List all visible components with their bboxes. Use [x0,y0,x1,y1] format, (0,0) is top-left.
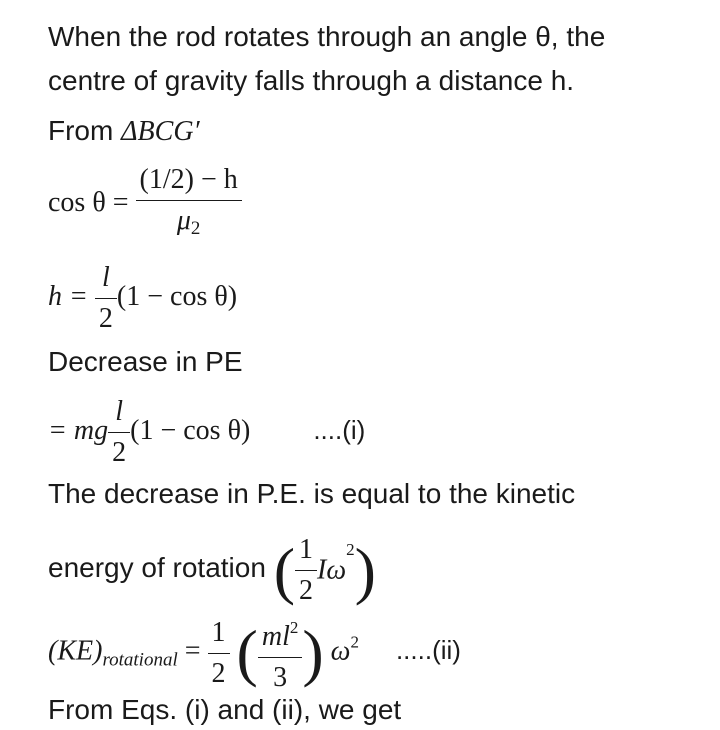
equation-cos-theta [48,160,242,249]
eq3-rhs: (1 − cos θ) [130,414,251,446]
eq4-d1: 2 [208,653,230,694]
eq4-d2: 3 [258,657,303,698]
ke-numerator: 1 [299,534,314,566]
eq4-n2: $ml^2$ [261,618,299,652]
right-paren: ) [354,534,376,606]
equation-pe [48,392,365,473]
text-ke-line-1: The decrease in P.E. is equal to the kinetic [48,478,576,509]
eq1-lhs: cos θ = [48,186,129,218]
eq4-sub: rotational [102,649,178,671]
eq4-omega: ω [330,635,351,667]
eq4-fraction-half [208,613,230,694]
eq4-ke: (KE) [48,635,103,667]
eq2-lhs: h = [48,280,88,312]
energy-of-rotation-label: energy of rotation [48,552,266,583]
ke-fraction [295,530,317,611]
equation-ke-rotational [48,608,461,698]
eq3-fraction [108,392,130,473]
eq4-fraction-ml [258,608,303,698]
eq1-fraction [136,160,242,249]
eq4-omega-sup: 2 [350,632,359,652]
text-line-1: When the rod rotates through an angle θ, the [48,21,606,52]
text-line-2: centre of gravity falls through a distance h. [48,65,575,96]
eq2-fraction [95,258,117,339]
decrease-in-pe-label: Decrease in PE [48,346,243,377]
ke-rhs: Iω [317,554,347,586]
eq4-tag: .....(ii) [395,635,461,666]
eq3-numerator: l [115,396,124,427]
ke-sup: 2 [346,540,355,559]
text-ke-line-2 [48,530,376,611]
eq1-numerator: (1/2) − h [139,164,238,195]
text-line-3 [48,111,200,152]
eq2-denominator: 2 [95,298,117,339]
ke-denominator: 2 [295,570,317,611]
text-last-line: From Eqs. (i) and (ii), we get [48,694,402,725]
eq3-lhs: = mg [48,414,109,446]
equation-h [48,258,237,339]
eq3-tag: ....(i) [313,414,366,445]
ke-expression [273,534,376,607]
eq4-equals: = [184,635,201,667]
eq2-numerator: l [102,262,110,293]
eq3-denominator: 2 [108,432,130,473]
eq1-denominator: μ2 [136,200,242,249]
eq4-left-paren: ( [236,617,258,688]
eq2-rhs: (1 − cos θ) [116,280,238,312]
left-paren: ( [273,534,296,606]
triangle-bcg: ΔBCG′ [121,116,200,147]
from-label: From [48,115,122,146]
eq4-n1: 1 [211,616,226,648]
eq4-right-paren: ) [302,617,324,688]
